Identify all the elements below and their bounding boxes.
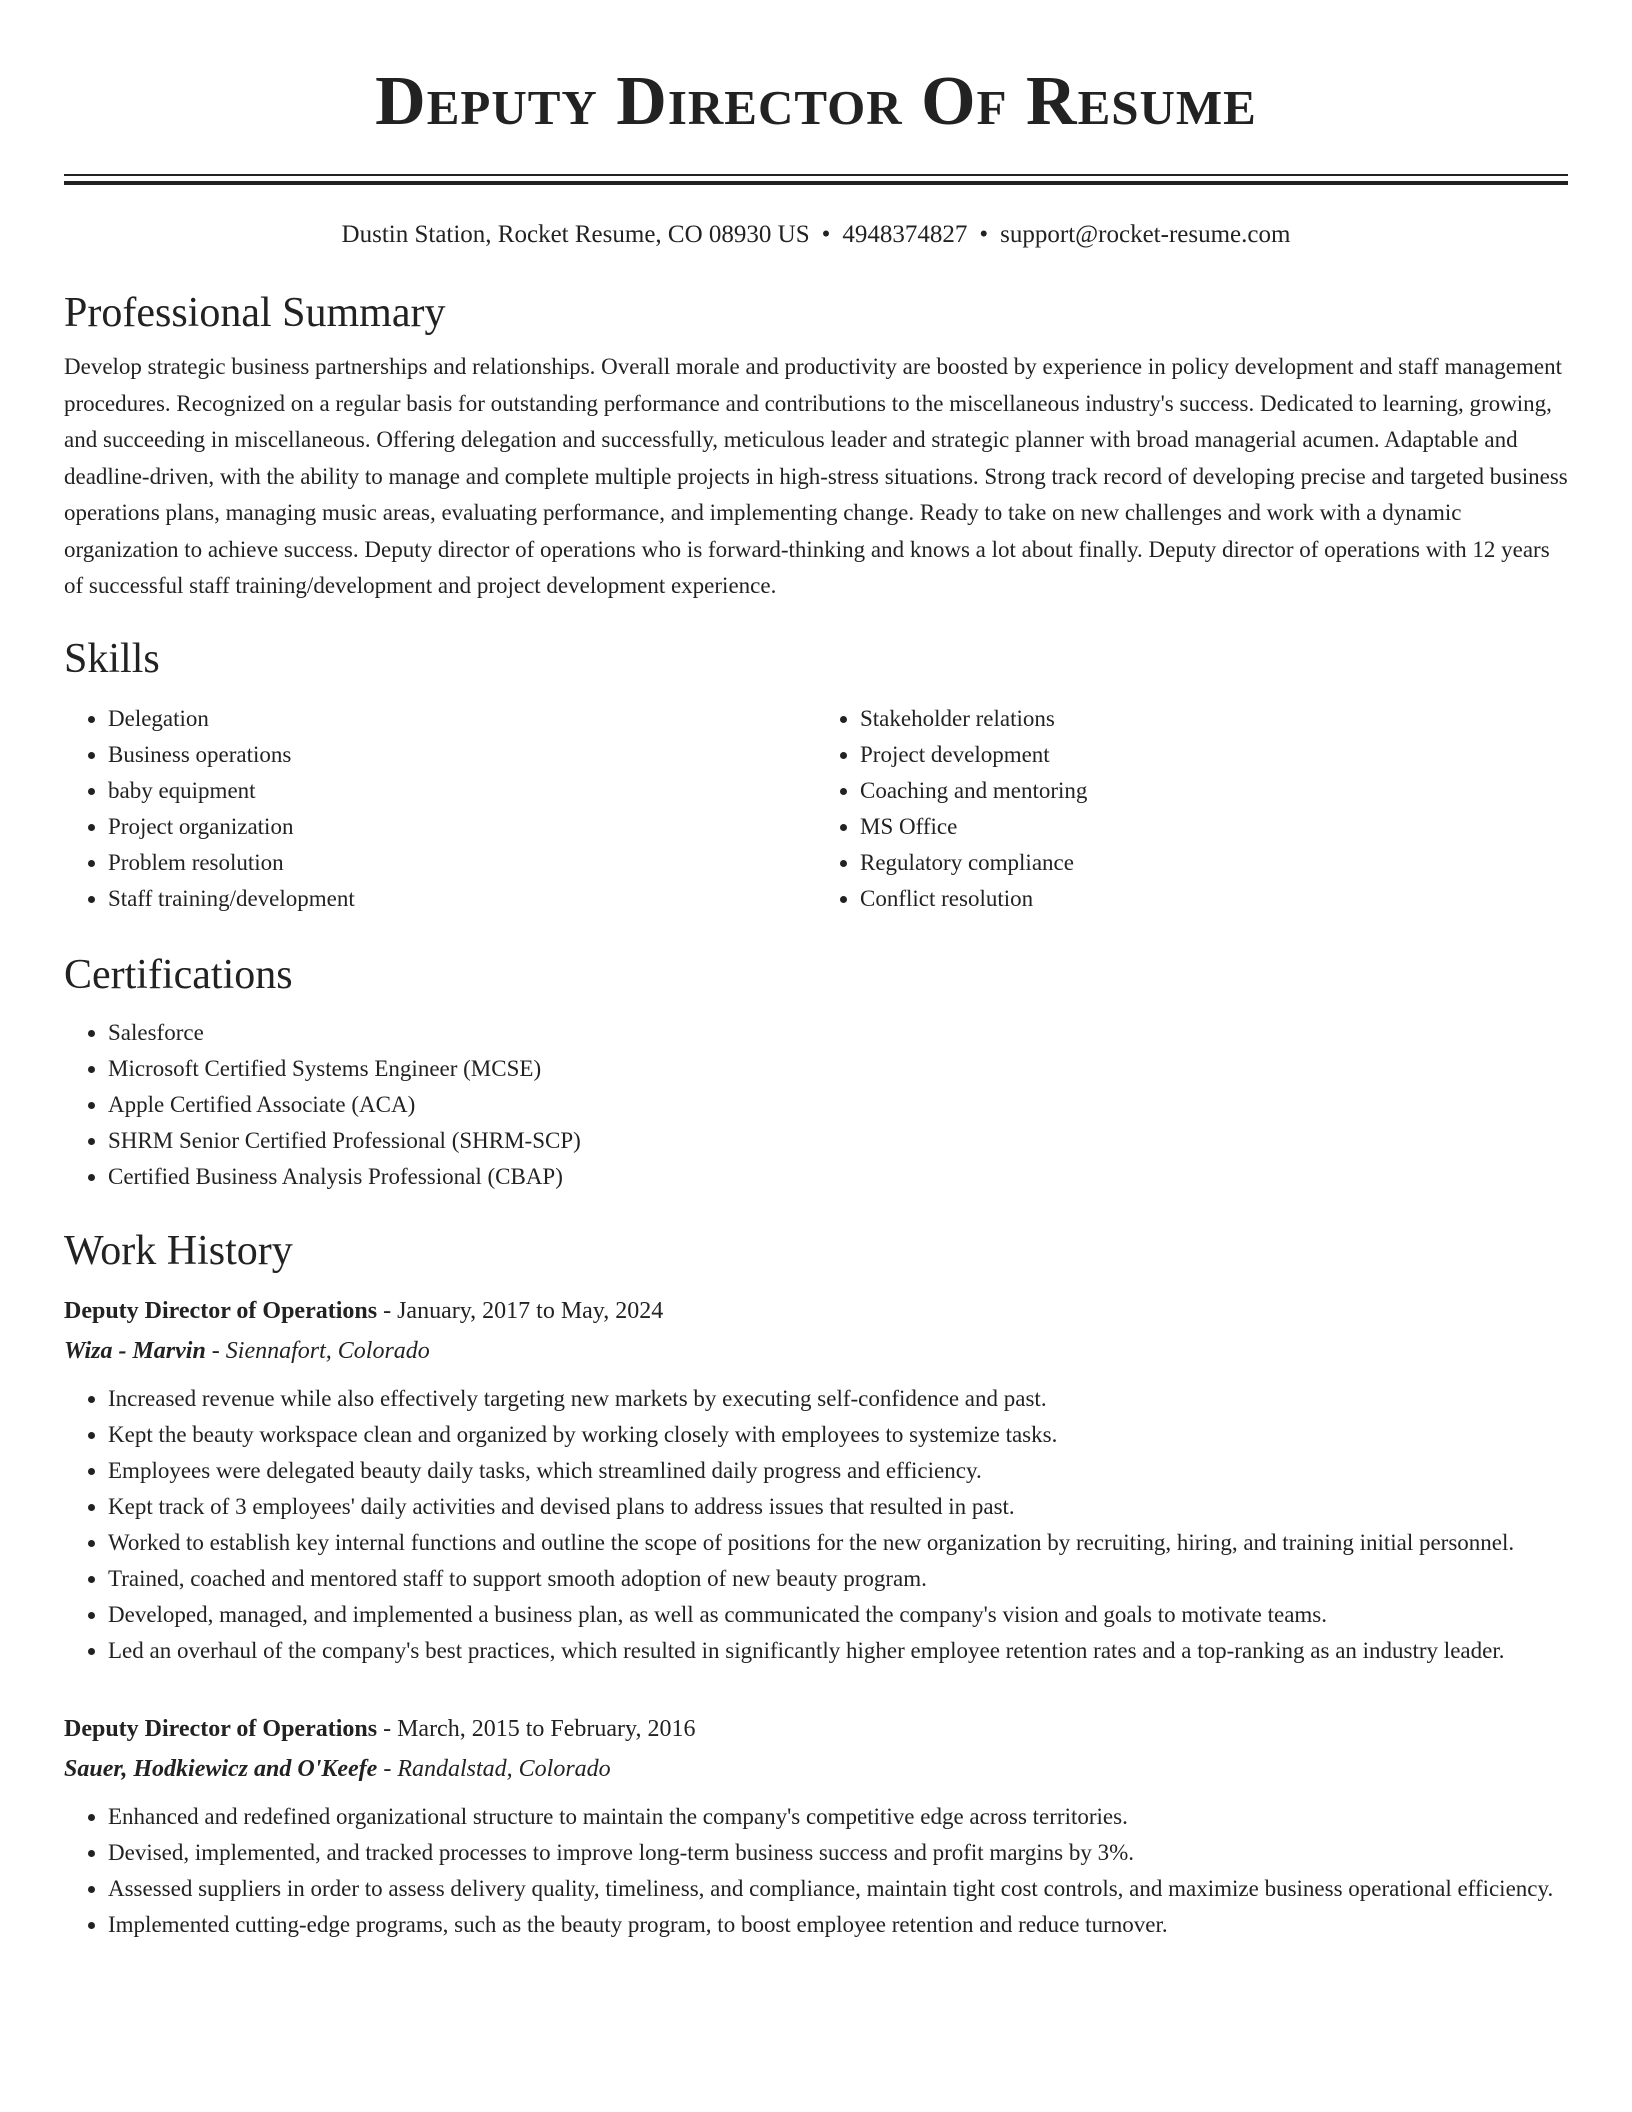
- skill-item: • baby equipment: [108, 773, 816, 809]
- job-company: Wiza - Marvin: [64, 1337, 206, 1364]
- job-bullet: • Led an overhaul of the company's best practices, which resulted in significantly higher employee retention rates and a top-ranking as an industry leader.: [108, 1633, 1568, 1669]
- job-dates: - January, 2017 to May, 2024: [377, 1297, 664, 1324]
- job-company-line: [64, 1331, 1568, 1371]
- title-divider: [64, 174, 1568, 185]
- job-entry: [64, 1291, 1568, 1669]
- skill-item: • Project development: [860, 737, 1568, 773]
- job-bullet: • Kept the beauty workspace clean and organized by working closely with employees to systemize tasks.: [108, 1417, 1568, 1453]
- contact-phone: 4948374827: [842, 221, 968, 248]
- skills-columns: [64, 701, 1568, 917]
- skills-list-right: [816, 701, 1568, 917]
- job-dates: - March, 2015 to February, 2016: [377, 1715, 696, 1742]
- resume-title: Deputy Director Of Resume: [375, 63, 1257, 140]
- skill-item: • MS Office: [860, 809, 1568, 845]
- skill-item: • Problem resolution: [108, 845, 816, 881]
- contact-separator: •: [821, 221, 831, 248]
- summary-text: Develop strategic business partnerships and relationships. Overall morale and productivity are boosted by experience in policy development and staff management procedures. Recognized on a regular basis for outstanding performance and contributions to the miscellaneous industry's success. Dedicated to learning, growing, and succeeding in miscellaneous. Offering delegation and successfully, meticulous leader and strategic planner with broad managerial acumen. Adaptable and deadline-driven, with the ability to manage and complete multiple projects in high-stress situations. Strong track record of developing precise and targeted business operations plans, managing music areas, evaluating performance, and implementing change. Ready to take on new challenges and work with a dynamic organization to achieve success. Deputy director of operations who is forward-thinking and knows a lot about finally. Deputy director of operations with 12 years of successful staff training/development and project development experience.: [64, 354, 1568, 598]
- work-history-section: [64, 1225, 1568, 1943]
- job-bullet: • Assessed suppliers in order to assess delivery quality, timeliness, and compliance, maintain tight cost controls, and maximize business operational efficiency.: [108, 1871, 1568, 1907]
- skill-item: • Delegation: [108, 701, 816, 737]
- job-bullet: • Developed, managed, and implemented a business plan, as well as communicated the company's vision and goals to motivate teams.: [108, 1597, 1568, 1633]
- certification-item: • Salesforce: [108, 1015, 1568, 1051]
- summary-section: [64, 287, 1568, 605]
- contact-line: [64, 219, 1568, 251]
- job-bullet: • Employees were delegated beauty daily tasks, which streamlined daily progress and efficiency.: [108, 1453, 1568, 1489]
- certification-item: • Certified Business Analysis Professional (CBAP): [108, 1159, 1568, 1195]
- contact-address: Dustin Station, Rocket Resume, CO 08930 US: [341, 221, 810, 248]
- job-bullet: • Devised, implemented, and tracked processes to improve long-term business success and profit margins by 3%.: [108, 1835, 1568, 1871]
- skills-heading: Skills: [64, 635, 160, 682]
- contact-email: support@rocket-resume.com: [1000, 221, 1291, 248]
- work-history-heading: Work History: [64, 1227, 293, 1274]
- job-company: Sauer, Hodkiewicz and O'Keefe: [64, 1755, 378, 1782]
- skill-item: • Regulatory compliance: [860, 845, 1568, 881]
- certifications-section: [64, 949, 1568, 1195]
- skills-section: [64, 633, 1568, 917]
- skill-item: • Staff training/development: [108, 881, 816, 917]
- skill-item: • Business operations: [108, 737, 816, 773]
- certifications-list: [64, 1015, 1568, 1195]
- job-bullet: • Implemented cutting-edge programs, such as the beauty program, to boost employee retention and reduce turnover.: [108, 1907, 1568, 1943]
- summary-heading: Professional Summary: [64, 290, 446, 336]
- job-title-line: [64, 1709, 1568, 1749]
- job-entry: [64, 1709, 1568, 1943]
- skill-item: • Coaching and mentoring: [860, 773, 1568, 809]
- job-location: - Randalstad, Colorado: [377, 1755, 611, 1782]
- job-bullet: • Increased revenue while also effectively targeting new markets by executing self-confidence and past.: [108, 1381, 1568, 1417]
- contact-separator: •: [979, 221, 989, 248]
- job-title: Deputy Director of Operations: [64, 1715, 378, 1742]
- certification-item: • SHRM Senior Certified Professional (SHRM-SCP): [108, 1123, 1568, 1159]
- job-title-line: [64, 1291, 1568, 1331]
- skill-item: • Project organization: [108, 809, 816, 845]
- job-bullets: [64, 1799, 1568, 1943]
- skill-item: • Conflict resolution: [860, 881, 1568, 917]
- certification-item: • Apple Certified Associate (ACA): [108, 1087, 1568, 1123]
- certification-item: • Microsoft Certified Systems Engineer (MCSE): [108, 1051, 1568, 1087]
- skill-item: • Stakeholder relations: [860, 701, 1568, 737]
- certifications-heading: Certifications: [64, 951, 293, 998]
- job-bullet: • Trained, coached and mentored staff to support smooth adoption of new beauty program.: [108, 1561, 1568, 1597]
- job-bullet: • Kept track of 3 employees' daily activities and devised plans to address issues that resulted in past.: [108, 1489, 1568, 1525]
- job-location: - Siennafort, Colorado: [205, 1337, 430, 1364]
- job-bullet: • Worked to establish key internal functions and outline the scope of positions for the new organization by recruiting, hiring, and training initial personnel.: [108, 1525, 1568, 1561]
- job-bullet: • Enhanced and redefined organizational structure to maintain the company's competitive edge across territories.: [108, 1799, 1568, 1835]
- skills-list-left: [64, 701, 816, 917]
- job-title: Deputy Director of Operations: [64, 1297, 378, 1324]
- job-company-line: [64, 1749, 1568, 1789]
- job-bullets: [64, 1381, 1568, 1669]
